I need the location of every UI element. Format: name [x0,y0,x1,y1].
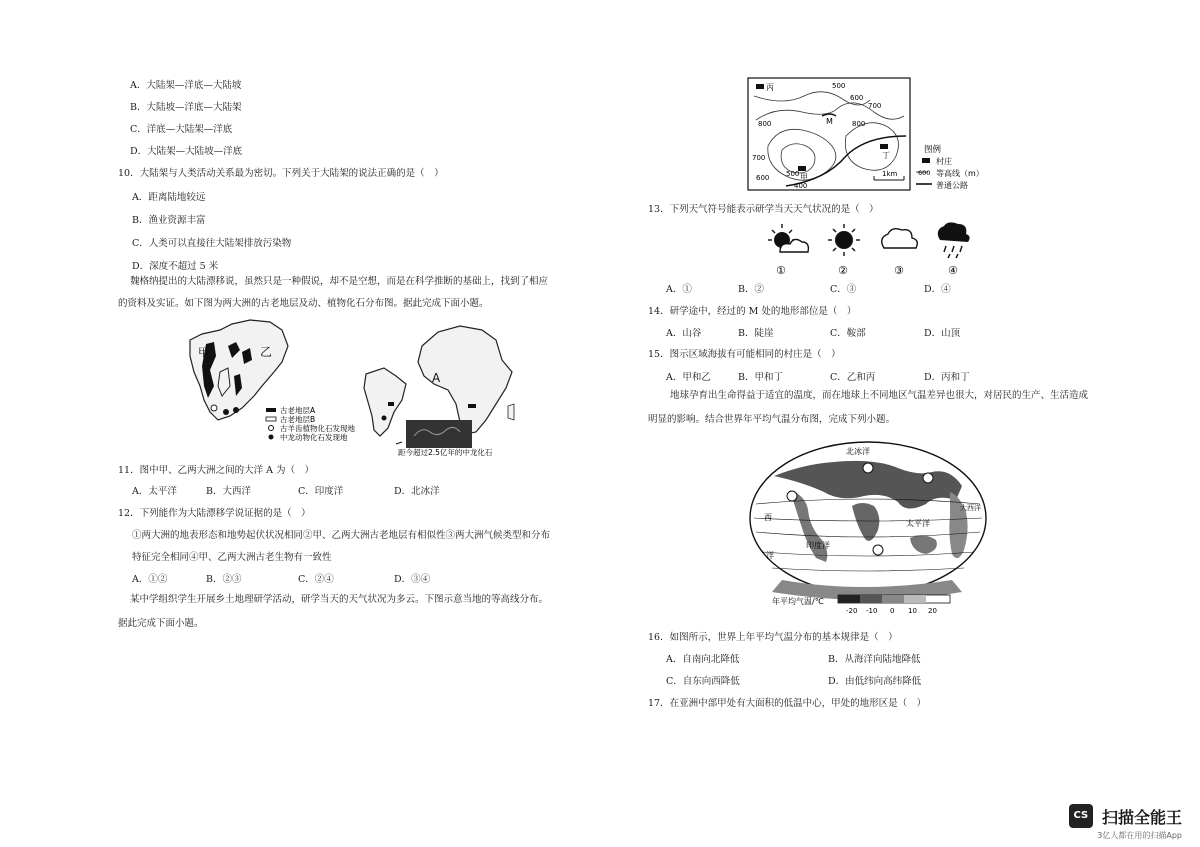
temp-tick-5: 20 [928,607,937,615]
q16-stem: 16．如图所示，世界上年平均气温分布的基本规律是（ ） [648,632,898,643]
legend2-road: 普通公路 [936,181,968,190]
q11-option-a: A．太平洋 [132,486,177,497]
scanner-logo-icon: CS [1069,804,1093,828]
q12-text-2: 特征完全相同④甲、乙两大洲古老生物有一致性 [132,552,332,563]
q17-stem: 17．在亚洲中部甲处有大面积的低温中心，甲处的地形区是（ ） [648,698,927,709]
q9-option-a: A．大陆架—洋底—大陆坡 [130,80,242,91]
q16-option-c: C．自东向西降低 [666,676,740,687]
weather-partly-cloudy-icon [768,224,808,252]
q14-option-d: D．山顶 [924,328,961,339]
q12-option-b: B．②③ [206,574,242,585]
q13-option-c: C．③ [830,284,857,295]
world-temperature-map [742,440,1012,616]
q15-option-d: D．丙和丁 [924,372,970,383]
legend1-strata-a: 古老地层A [280,406,316,415]
q10-option-d: D．深度不超过 5 米 [132,261,219,272]
q13-stem: 13．下列天气符号能表示研学当天天气状况的是（ ） [648,204,879,215]
q11-option-c: C．印度洋 [298,486,344,497]
q16-option-b: B．从海洋向陆地降低 [828,654,921,665]
world-label-arctic: 北冰洋 [846,447,870,456]
passage-study-trip-1: 某中学组织学生开展乡土地理研学活动，研学当天的天气状况为多云。下图示意当地的等高线分布。 [130,594,549,605]
q10-option-c: C．人类可以直接往大陆架排放污染物 [132,238,292,249]
legend1-mesosaurus-fossil: 距今超过2.5亿年的中龙化石 [398,448,493,456]
q11-option-d: D．北冰洋 [394,486,440,497]
q16-option-a: A．自南向北降低 [666,654,740,665]
contour-value-3: 700 [868,102,882,110]
contour-value-9: 400 [794,182,808,190]
weather-cloudy-icon [882,229,918,248]
temp-tick-2: -10 [866,607,878,615]
contour-value-1: 500 [832,82,846,90]
q15-option-a: A．甲和乙 [666,372,711,383]
q14-option-a: A．山谷 [666,328,702,339]
scanner-tagline: 3亿人都在用的扫描App [1097,831,1182,840]
passage-continental-drift-1: 魏格纳提出的大陆漂移说，虽然只是一种假说，却不是空想，而是在科学推断的基础上，找到了相应 [130,276,549,287]
scanner-app-name: 扫描全能王 [1101,807,1182,827]
q9-option-b: B．大陆坡—洋底—大陆架 [130,102,242,113]
contour-value-7: 600 [756,174,770,182]
temp-tick-1: -20 [846,607,858,615]
legend1-strata-b: 古老地层B [280,415,316,424]
weather-num-3: ③ [894,264,904,277]
q14-stem: 14．研学途中，经过的 M 处的地形部位是（ ） [648,306,857,317]
weather-rain-icon [938,222,970,258]
weather-num-1: ① [776,264,786,277]
legend1-glossopteris: 古羊齿植物化石发现地 [280,424,355,433]
legend2-title: 图例 [924,145,942,155]
q12-text-1: ①两大洲的地表形态和地势起伏状况相同②甲、乙两大洲古老地层有相似性③两大洲气候类型和分布 [132,530,551,541]
map-label-jia: 甲 [198,346,209,359]
contour-value-8: 500 [786,170,800,178]
contour-label-m: M [826,117,833,126]
q12-option-a: A．①② [132,574,168,585]
world-label-ocean: 洋 [766,551,774,560]
passage-continental-drift-2: 的资料及实证。如下图为两大洲的古老地层及动、植物化石分布图。据此完成下面小题。 [118,298,489,309]
passage-temperature-1: 地球孕育出生命得益于适宜的温度，而在地球上不同地区气温差异也很大，对居民的生产、生活造成 [670,390,1089,401]
temp-tick-4: 10 [908,607,917,615]
village-label-ding: 丁 [882,151,890,160]
scale-label: 1km [882,170,898,178]
q11-option-b: B．大西洋 [206,486,251,497]
q10-option-b: B．渔业资源丰富 [132,215,206,226]
weather-symbols [766,222,976,278]
q12-stem: 12．下列能作为大陆漂移学说证据的是（ ） [118,508,311,519]
q13-option-b: B．② [738,284,764,295]
passage-temperature-2: 明显的影响。结合世界年平均气温分布图，完成下列小题。 [648,414,896,425]
legend1-mesosaurus: 中龙动物化石发现地 [280,433,348,442]
q16-option-d: D．由低纬向高纬降低 [828,676,922,687]
world-label-atlantic: 大西洋 [960,504,981,512]
village-label-jia: 甲 [800,173,808,182]
passage-study-trip-2: 据此完成下面小题。 [118,618,204,629]
world-label-indian: 印度洋 [806,541,830,550]
q14-option-c: C．鞍部 [830,328,866,339]
legend2-contour-sample: 600 [918,169,931,177]
q9-option-c: C．洋底—大陆架—洋底 [130,124,233,135]
contour-value-4: 800 [852,120,866,128]
q15-option-c: C．乙和丙 [830,372,876,383]
temp-tick-3: 0 [890,607,895,615]
village-label-bing: 丙 [766,83,774,92]
legend2-contour: 等高线（m） [936,169,984,178]
q13-option-d: D．④ [924,284,951,295]
q12-option-c: C．②④ [298,574,334,585]
continents-fossil-map [170,316,520,456]
weather-sunny-icon [828,224,860,256]
weather-num-4: ④ [948,264,958,277]
q10-stem: 10．大陆架与人类活动关系最为密切。下列关于大陆架的说法正确的是（ ） [118,168,444,179]
weather-num-2: ② [838,264,848,277]
world-label-west: 西 [764,513,772,522]
scanner-watermark [1069,804,1182,841]
q15-stem: 15．图示区域海拔有可能相同的村庄是（ ） [648,349,841,360]
world-label-pacific: 太平洋 [906,519,930,528]
q11-stem: 11．图中甲、乙两大洲之间的大洋 A 为（ ） [118,465,314,476]
q10-option-a: A．距离陆地较远 [132,192,206,203]
contour-value-2: 600 [850,94,864,102]
contour-value-5: 800 [758,120,772,128]
q9-option-d: D．大陆架—大陆坡—洋底 [130,146,243,157]
temp-scale-label: 年平均气温/℃ [772,597,824,606]
legend2-village: 村庄 [936,157,952,166]
q13-option-a: A．① [666,284,692,295]
q15-option-b: B．甲和丁 [738,372,783,383]
q12-option-d: D．③④ [394,574,431,585]
contour-value-6: 700 [752,154,766,162]
q14-option-b: B．陡崖 [738,328,774,339]
ocean-label-a: A [432,371,441,385]
map-label-yi: 乙 [260,345,273,359]
contour-map [746,76,1010,194]
